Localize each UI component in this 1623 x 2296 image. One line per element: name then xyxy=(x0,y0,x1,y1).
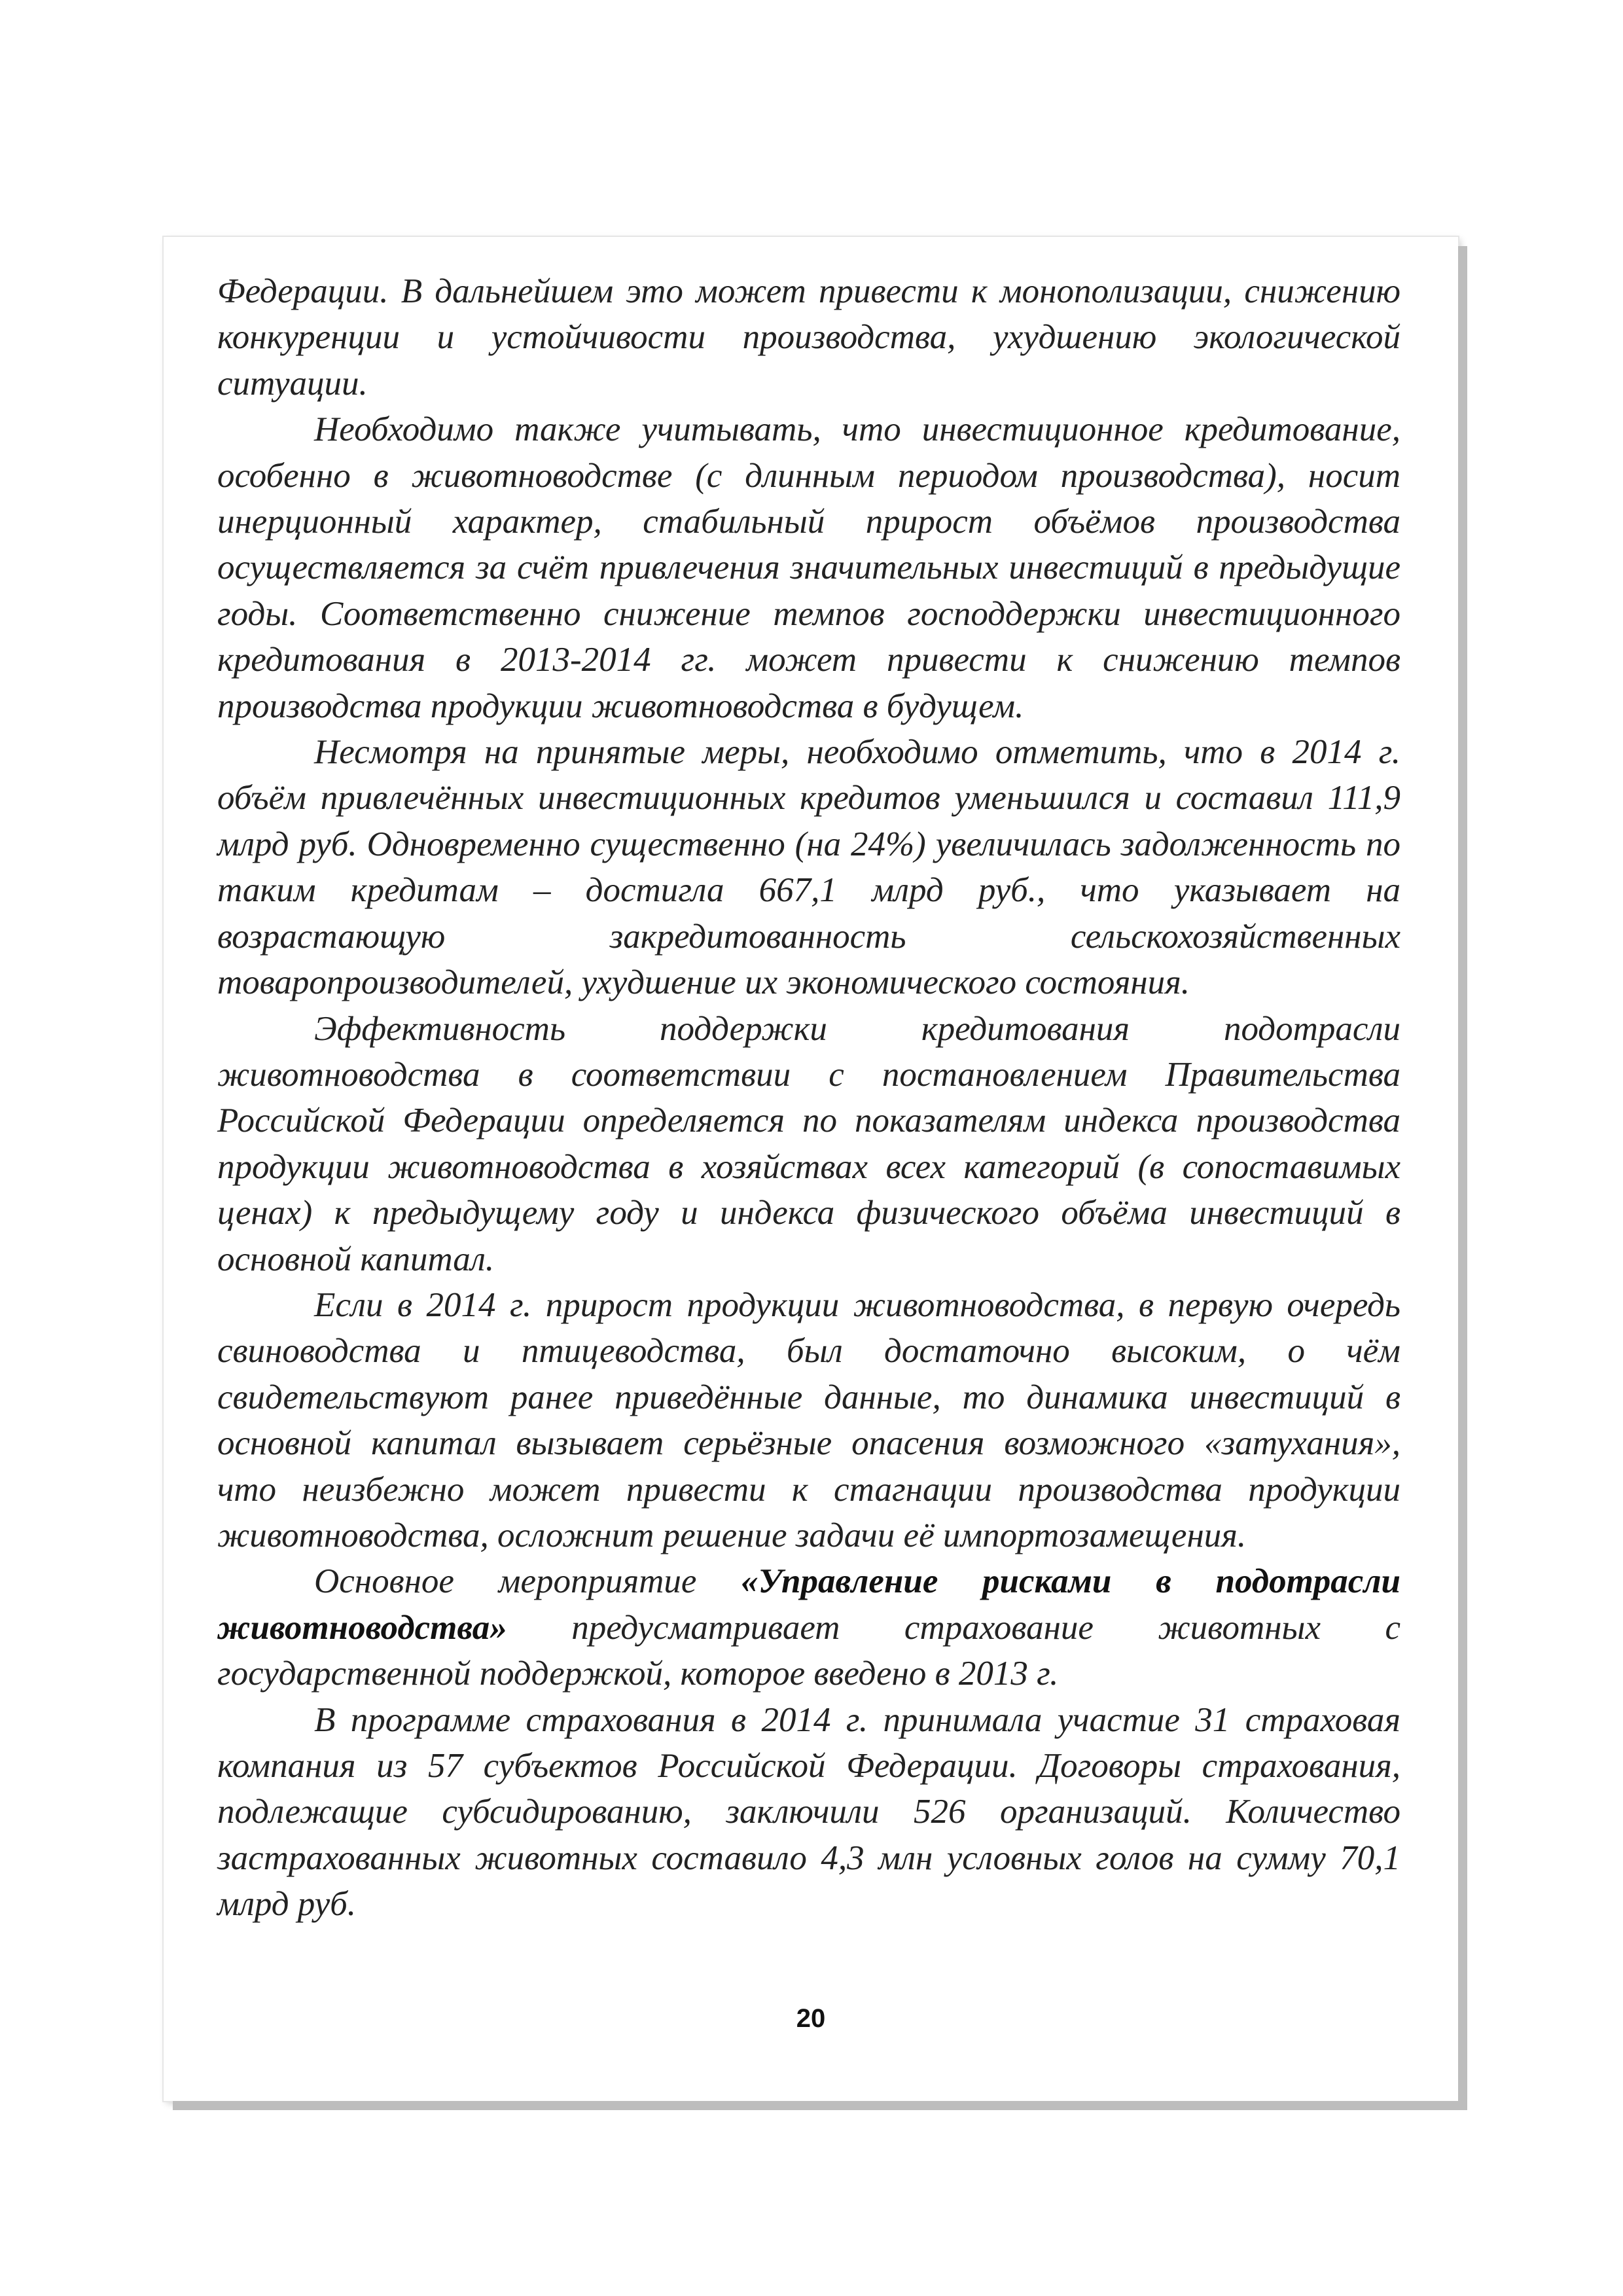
risk-management-intro: Основное мероприятие xyxy=(314,1562,741,1601)
page-number: 20 xyxy=(796,2004,826,2033)
paragraph-investment-inertia: Необходимо также учитывать, что инвестиционное кредитование, особенно в животноводстве (с длинным периодом производства), носит инерционный характер, стабильный прирост объёмов производства осуществляется за счёт привлечения значительных инвестиций в предыдущие годы. Соответственно снижение темпов господдержки инвестиционного кредитования в 2013-2014 гг. может привести к снижению темпов производства продукции животноводства в будущем. xyxy=(217,410,1400,725)
paragraph-continuation: Федерации. В дальнейшем это может привести к монополизации, снижению конкуренции и устойчивости производства, ухудшению экологической ситуации. xyxy=(217,272,1400,403)
paragraph-risk-management xyxy=(217,1558,1400,1696)
page-body-text xyxy=(217,268,1400,1928)
paragraph-efficiency-indicators: Эффективность поддержки кредитования подотрасли животноводства в соответствии с постановлением Правительства Российской Федерации определяется по показателям индекса производства продукции животноводства в хозяйствах всех категорий (в сопоставимых ценах) к предыдущему году и индекса физического объёма инвестиций в основной капитал. xyxy=(217,1009,1400,1278)
risk-management-description: предусматривает страхование животных с государственной поддержкой, которое введено в 2013 г. xyxy=(217,1608,1400,1693)
book-page xyxy=(164,237,1458,2101)
paragraph-insurance-program-2014: В программе страхования в 2014 г. принимала участие 31 страховая компания из 57 субъектов Российской Федерации. Договоры страхования, подлежащие субсидированию, заключили 526 организаций. Количество застрахованных животных составило 4,3 млн условных голов на сумму 70,1 млрд руб. xyxy=(217,1700,1400,1924)
paragraph-credit-volume-2014: Несмотря на принятые меры, необходимо отметить, что в 2014 г. объём привлечённых инвестиционных кредитов уменьшился и составил 111,9 млрд руб. Одновременно существенно (на 24%) увеличилась задолженность по таким кредитам – достигла 667,1 млрд руб., что указывает на возрастающую закредитованность сельскохозяйственных товаропроизводителей, ухудшение их экономического состояния. xyxy=(217,733,1400,1002)
risk-management-measure-title: «Управление рисками в подотрасли животноводства» xyxy=(217,1562,1400,1647)
paragraph-investment-dynamics: Если в 2014 г. прирост продукции животноводства, в первую очередь свиноводства и птицеводства, был достаточно высоким, о чём свидетельствуют ранее приведённые данные, то динамика инвестиций в основной капитал вызывает серьёзные опасения возможного «затухания», что неизбежно может привести к стагнации производства продукции животноводства, осложнит решение задачи её импортозамещения. xyxy=(217,1285,1400,1554)
